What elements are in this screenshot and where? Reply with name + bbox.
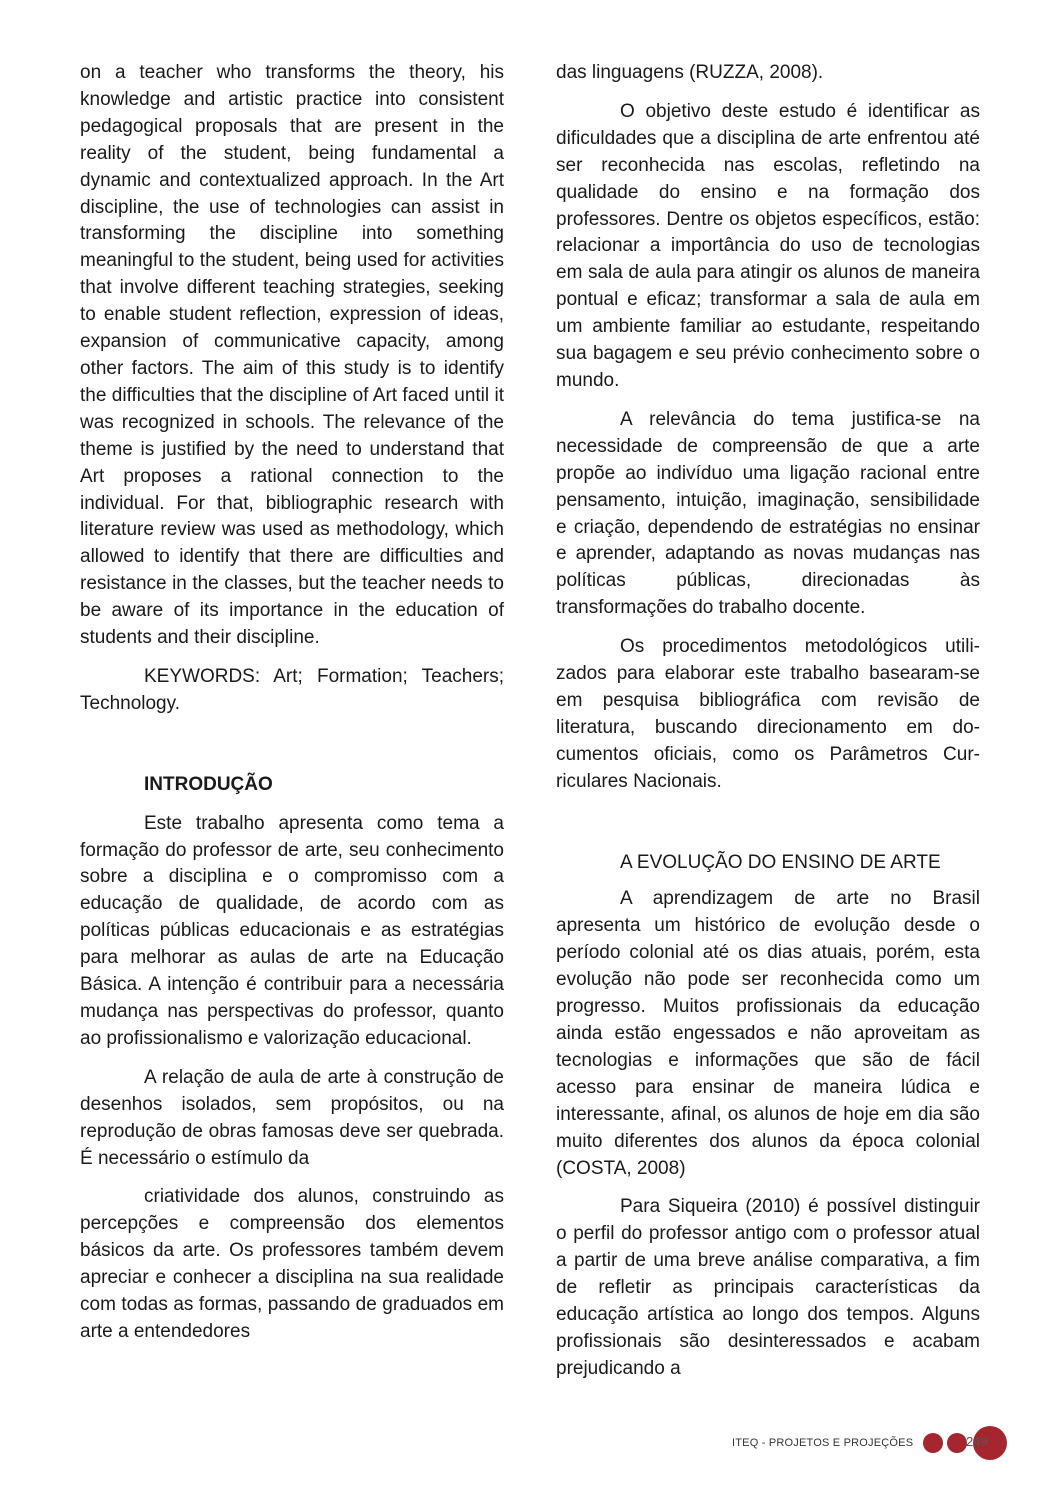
footer-dot-icon [947, 1433, 967, 1453]
intro-paragraph-1: Este trabalho apresenta como tema a formação do professor de arte, seu conhecimento sobre a disciplina e o compromisso com a educação de qualidade, de acordo com as políticas públicas educacionais e as estratégias para melhorar as aulas de arte na Educação Básica. A intenção é contribuir para a necessária mudança nas perspectivas do professor, quanto ao profissionalismo e valorização educacional. [80, 812, 504, 1049]
intro-paragraph-2: A relação de aula de arte à construção de desenhos isolados, sem propósitos, ou na reprodução de obras famosas deve ser quebrada. É necessário o estímulo da [80, 1066, 504, 1169]
journal-name: ITEQ - PROJETOS E PROJEÇÕES [732, 1437, 914, 1449]
keywords: KEYWORDS: Art; Formation; Teachers; Technology. [80, 665, 504, 714]
introduction-heading: INTRODUÇÃO [144, 773, 273, 795]
section-heading: A EVOLUÇÃO DO ENSINO DE ARTE [620, 851, 941, 873]
intro-paragraph-3: criatividade dos alunos, construindo as percepções e compreensão dos elementos básicos da arte. Os professores também devem apreciar e conhecer a disciplina na sua realidade com todas as formas, passando de graduados em arte a entendedores [80, 1186, 504, 1342]
abstract-continuation: on a teacher who transforms the theory, his knowledge and artistic practice into consistent pedagogical proposals that are present in the reality of the student, being fundamental a dynamic and contextualized approach. In the Art discipline, the use of technologies can assist in transforming the discipline into something meaningful to the student, being used for activities that involve different teaching strategies, seeking to enable student reflection, expression of ideas, expansion of communicative capacity, among other factors. The aim of this study is to identify the difficulties that the discipline of Art faced until it was recognized in schools. The relevance of the theme is justified by the need to understand that Art proposes a rational connection to the individual. For that, bibliographic research with literature review was used as methodology, which allowed to identify that there are difficulties and resistance in the classes, but the teacher needs to be aware of its importance in the education of students and their discipline. [80, 62, 504, 649]
evolution-paragraph-1: A aprendizagem de arte no Brasil apresenta um histórico de evolução desde o período colonial até os dias atuais, porém, esta evolução não pode ser reconhecida como um progresso. Muitos profissionais da educação ainda estão engessados e não aproveitam as tecnologias e informações que são de fácil acesso para ensinar de maneira lúdica e interessante, afinal, os alunos de hoje em dia são muito diferentes dos alunos da época colonial (COSTA, 2008) [556, 888, 980, 1179]
left-column [80, 60, 504, 1358]
methodology-paragraph: Os procedimentos metodológicos utilizados para elaborar este trabalho basearam-se em pesquisa bibliográfica com revisão de literatura, buscando direcionamento em documentos oficiais, como os Parâmetros Curriculares Nacionais. [556, 636, 980, 792]
relevance-paragraph: A relevância do tema justifica-se na necessidade de compreensão de que a arte propõe ao indivíduo uma ligação racional entre pensamento, intuição, imaginação, sensibilidade e criação, dependendo de estratégias no ensinar e aprender, adaptando as novas mudanças nas políticas públicas, direcionadas às transformações do trabalho docente. [556, 408, 980, 619]
evolution-paragraph-2: Para Siqueira (2010) é possível distinguir o perfil do professor antigo com o professor atual a partir de uma breve análise comparativa, a fim de refletir as principais características da educação artística ao longo dos tempos. Alguns profissionais são desinteressados e acabam prejudicando a [556, 1196, 980, 1379]
objective-paragraph: O objetivo deste estudo é identificar as dificuldades que a disciplina de arte enfrentou até ser reconhecida nas escolas, refletindo na qualidade do ensino e na formação dos professores. Dentre os objetos específicos, estão: relacionar a importância do uso de tecnologias em sala de aula para atingir os alunos de maneira pontual e eficaz; transformar a sala de aula em um ambiente familiar ao estudante, respeitando sua bagagem e seu prévio conhecimento sobre o mundo. [556, 100, 980, 391]
right-column [556, 60, 980, 1395]
footer-dot-icon [923, 1433, 943, 1453]
page-number: 249 [966, 1434, 988, 1449]
paragraph-ruzza: das linguagens (RUZZA, 2008). [556, 62, 824, 83]
